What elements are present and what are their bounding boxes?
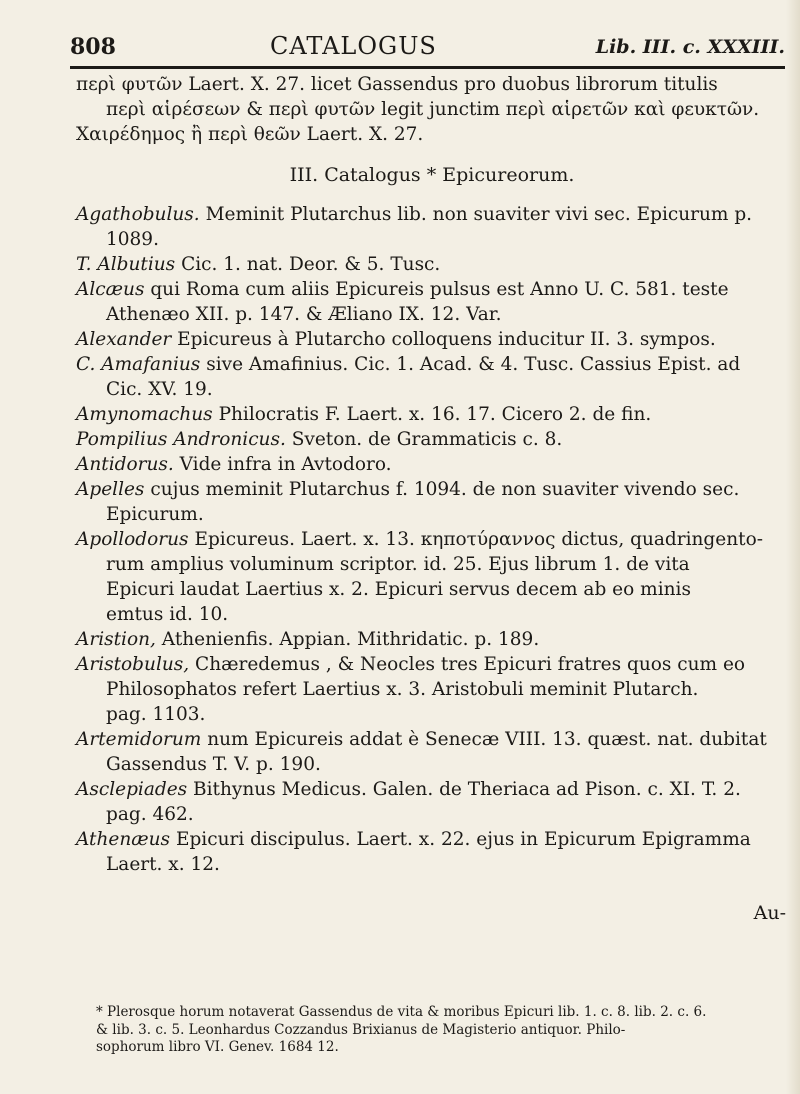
entry-name: Alexander — [76, 329, 172, 350]
entry-text: emtus id. 10. — [106, 604, 229, 625]
entry-name: Aristion, — [76, 629, 156, 650]
footnote — [76, 1004, 788, 1057]
catalog-entry-continuation — [76, 377, 788, 402]
header-rule — [70, 66, 785, 69]
footnote-line: * Plerosque horum notaverat Gassendus de vita & moribus Epicuri lib. 1. c. 8. lib. 2. c. 6. — [96, 1004, 707, 1020]
entry-name: Aristobulus, — [76, 654, 190, 675]
entry-text: Meminit Plutarchus lib. non suaviter vivi sec. Epicurum p. — [205, 204, 753, 225]
catalog-entry — [76, 402, 788, 427]
intro-line: περὶ αἱρέσεων & περὶ φυτῶν legit junctim περὶ αἱρετῶν καὶ φευκτῶν. — [106, 99, 760, 120]
entry-text: Sveton. de Grammaticis c. 8. — [291, 429, 563, 450]
catalog-entry-continuation — [76, 702, 788, 727]
entry-text: Vide infra in Avtodoro. — [179, 454, 392, 475]
catalog-entry-continuation — [76, 302, 788, 327]
entry-text: Cic. XV. 19. — [106, 379, 213, 400]
entry-text: Gassendus T. V. p. 190. — [106, 754, 321, 775]
entry-name: Apollodorus — [76, 529, 189, 550]
entry-text: Philosophatos refert Laertius x. 3. Aristobuli meminit Plutarch. — [106, 679, 699, 700]
catalog-entry-continuation — [76, 552, 788, 577]
catalog-entry — [76, 827, 788, 852]
page-body — [76, 72, 788, 943]
entry-text: Chæredemus , & Neocles tres Epicuri fratres quos cum eo — [195, 654, 746, 675]
book-chapter-reference: Lib. III. c. XXXIII. — [595, 36, 785, 58]
entry-text: Epicurum. — [106, 504, 204, 525]
entry-text: Laert. x. 12. — [106, 854, 220, 875]
entry-text: Bithynus Medicus. Galen. de Theriaca ad Pison. c. XI. T. 2. — [193, 779, 741, 800]
catalog-entry-continuation — [76, 677, 788, 702]
entry-text: pag. 462. — [106, 804, 194, 825]
entry-name: Alcæus — [76, 279, 145, 300]
page-number: 808 — [70, 34, 116, 60]
entry-text: Epicuri laudat Laertius x. 2. Epicuri servus decem ab eo minis — [106, 579, 691, 600]
entry-text: Cic. 1. nat. Deor. & 5. Tusc. — [181, 254, 441, 275]
entry-name: C. Amafanius — [76, 354, 201, 375]
catalog-entry — [76, 427, 788, 452]
entry-name: Antidorus. — [76, 454, 174, 475]
entry-text: pag. 1103. — [106, 704, 206, 725]
entry-name: Athenæus — [76, 829, 171, 850]
entry-text: qui Roma cum aliis Epicureis pulsus est Anno U. C. 581. teste — [150, 279, 729, 300]
entry-text: Athenæo XII. p. 147. & Æliano IX. 12. Var. — [106, 304, 502, 325]
catalog-entry — [76, 652, 788, 677]
entry-name: Artemidorum — [76, 729, 202, 750]
entry-text: Epicuri discipulus. Laert. x. 22. ejus in Epicurum Epigramma — [175, 829, 751, 850]
entry-name: Amynomachus — [76, 404, 213, 425]
page-header — [70, 30, 785, 66]
entry-text: 1089. — [106, 229, 159, 250]
entry-text: num Epicureis addat è Senecæ VIII. 13. quæst. nat. dubitat — [207, 729, 767, 750]
catchword: Au- — [753, 902, 786, 924]
entry-text: cujus meminit Plutarchus f. 1094. de non suaviter vivendo sec. — [150, 479, 740, 500]
catalog-entry — [76, 327, 788, 352]
catalog-entry-continuation — [76, 502, 788, 527]
catalog-entry — [76, 777, 788, 802]
section-title: III. Catalogus * Epicureorum. — [289, 164, 575, 186]
catalog-entry — [76, 352, 788, 377]
catalog-entry-continuation — [76, 227, 788, 252]
catalog-entry — [76, 527, 788, 552]
footnote-line: & lib. 3. c. 5. Leonhardus Cozzandus Brixianus de Magisterio antiquor. Philo- — [96, 1021, 626, 1038]
catalog-entry — [76, 202, 788, 227]
catalog-entry-continuation — [76, 852, 788, 877]
entry-list — [76, 202, 788, 877]
entry-name: Agathobulus. — [76, 204, 200, 225]
entry-text: Philocratis F. Laert. x. 16. 17. Cicero 2. de fin. — [218, 404, 652, 425]
catalog-entry — [76, 252, 788, 277]
entry-text: Epicureus à Plutarcho colloquens inducitur II. 3. sympos. — [177, 329, 716, 350]
catalog-entry — [76, 727, 788, 752]
page-edge-shadow — [786, 0, 800, 1094]
entry-text: Epicureus. Laert. x. 13. κηποτύραννος dictus, quadringento- — [194, 529, 763, 550]
catalog-entry-continuation — [76, 802, 788, 827]
footnote-line: sophorum libro VI. Genev. 1684 12. — [96, 1039, 339, 1055]
catalog-entry — [76, 477, 788, 502]
catalog-entry — [76, 452, 788, 477]
catalog-entry-continuation — [76, 602, 788, 627]
entry-name: Pompilius Andronicus. — [76, 429, 286, 450]
catalog-entry — [76, 627, 788, 652]
entry-name: T. Albutius — [76, 254, 176, 275]
entry-text: rum amplius voluminum scriptor. id. 25. Ejus librum 1. de vita — [106, 554, 690, 575]
entry-name: Apelles — [76, 479, 145, 500]
entry-text: Athenienfis. Appian. Mithridatic. p. 189. — [161, 629, 540, 650]
intro-line: Χαιρέδημος ἢ περὶ θεῶν Laert. X. 27. — [76, 124, 424, 145]
intro-line: περὶ φυτῶν Laert. X. 27. licet Gassendus pro duobus librorum titulis — [76, 74, 718, 95]
catalog-entry — [76, 277, 788, 302]
catalog-entry-continuation — [76, 752, 788, 777]
entry-text: sive Amafinius. Cic. 1. Acad. & 4. Tusc. Cassius Epist. ad — [206, 354, 741, 375]
entry-name: Asclepiades — [76, 779, 188, 800]
catalog-entry-continuation — [76, 577, 788, 602]
running-title: CATALOGUS — [270, 32, 437, 60]
